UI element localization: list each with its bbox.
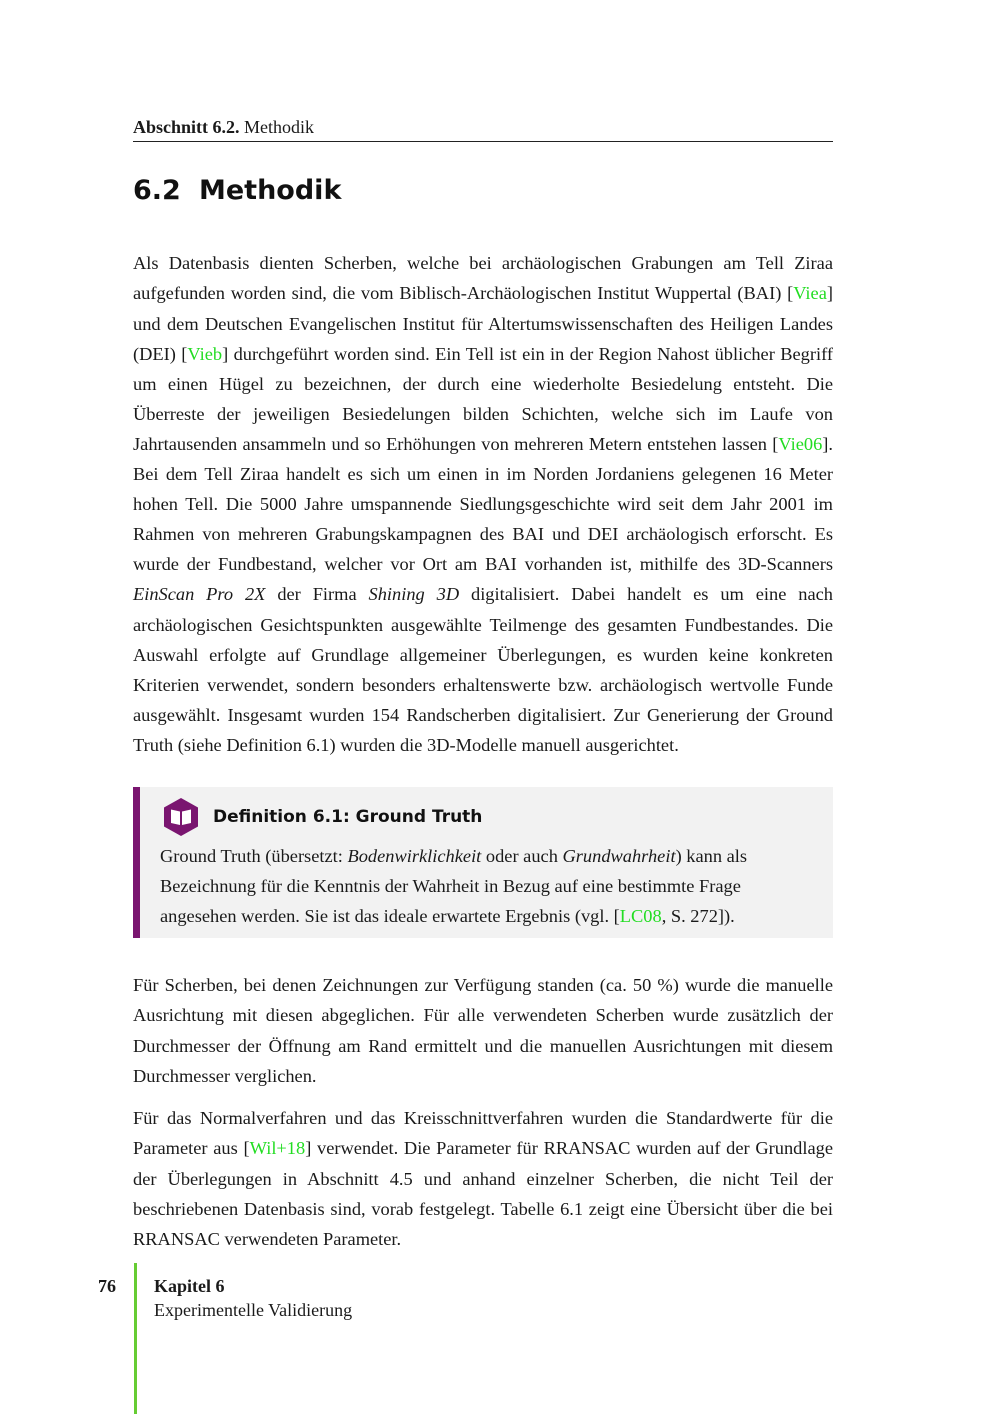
citation-link[interactable]: Vieb (187, 343, 223, 364)
emphasis-company: Shining 3D (368, 584, 460, 605)
definition-title: Definition 6.1: Ground Truth (213, 807, 483, 827)
citation-link[interactable]: LC08 (619, 906, 662, 926)
chapter-label: Kapitel 6 (154, 1276, 225, 1296)
citation-link[interactable]: Wil+18 (249, 1138, 306, 1159)
text-span: ]. Bei dem Tell Ziraa handelt es sich um einen in im Norden Jordaniens gelegenen 16 Meter hohen Tell. Die 5000 Jahre umspannende Siedlungsgeschichte wird seit dem Jahr 2001 im Rahmen von mehreren Grabungskampagnen des BAI und DEI archäologisch erforscht. Es wurde der Fundbestand, welcher vor Ort am BAI vorhanden ist, mithilfe des 3D-Scanners (133, 433, 833, 575)
definition-box (133, 787, 833, 938)
section-heading (133, 172, 341, 210)
paragraph-parameter (133, 1103, 833, 1253)
chapter-title: Experimentelle Validierung (154, 1300, 353, 1320)
emphasis-term: Grundwahrheit (562, 846, 676, 866)
footer-chapter (154, 1274, 352, 1322)
text-span: ] verwendet. Die Parameter für RRANSAC wurden auf der Grundlage der Überlegungen in Abschnitt 4.5 und anhand einzelner Scherben, die nicht Teil der beschriebenen Datenbasis sind, vorab festgelegt. Tabelle 6.1 zeigt eine Übersicht über die bei RRANSAC verwendeten Parameter. (133, 1138, 833, 1249)
text-span: der Firma (265, 584, 369, 605)
page-number: 76 (98, 1276, 116, 1296)
footer-rule (134, 1263, 137, 1414)
open-book-icon (160, 796, 202, 838)
text-span: ] und dem Deutschen Evangelischen Institut für Altertumswissenschaften des Heiligen Landes (DEI) [ (133, 283, 833, 364)
text-span: Für das Normalverfahren und das Kreisschnittverfahren wurden die Standardwerte für die Parameter aus [ (133, 1108, 833, 1159)
definition-body (160, 841, 810, 931)
text-span: digitalisiert. Dabei handelt es um eine nach archäologischen Gesichtspunkten ausgewählte Teilmenge des gesamten Fundbestandes. Die Auswahl erfolgte auf Grundlage allgemeiner Überlegungen, es wurden keine konkreten Kriterien verwendet, sondern besonders erhaltenswerte bzw. archäologisch wertvolle Funde ausgewählt. Insgesamt wurden 154 Randscherben digitalisiert. Zur Generierung der Ground Truth (siehe Definition 6.1) wurden die 3D-Modelle manuell ausgerichtet. (133, 584, 833, 755)
section-title: Methodik (199, 175, 342, 206)
emphasis-scanner: EinScan Pro 2X (133, 584, 266, 605)
citation-link[interactable]: Vie06 (778, 433, 823, 454)
text-span: , S. 272]). (661, 906, 735, 926)
text-span: oder auch (481, 846, 563, 866)
text-span: ) kann als Bezeichnung für die Kenntnis der Wahrheit in Bezug auf eine bestimmte Frage angesehen werden. Sie ist das ideale erwartete Ergebnis (vgl. [ (160, 846, 748, 926)
paragraph-datenbasis (133, 248, 833, 760)
text-span: Als Datenbasis dienten Scherben, welche bei archäologischen Grabungen am Tell Ziraa aufgefunden worden sind, die vom Biblisch-Archäologischen Institut Wuppertal (BAI) [ (133, 253, 833, 304)
paragraph-ausrichtung: Für Scherben, bei denen Zeichnungen zur Verfügung standen (ca. 50 %) wurde die manuelle Ausrichtung mit diesen abgeglichen. Für alle verwendeten Scherben wurde zusätzlich der Durchmesser der Öffnung am Rand ermittelt und die manuellen Ausrichtungen mit diesem Durchmesser verglichen. (133, 975, 833, 1086)
running-head (133, 115, 833, 142)
running-head-title: Methodik (244, 117, 315, 137)
emphasis-term: Bodenwirklichkeit (347, 846, 482, 866)
running-head-label: Abschnitt 6.2. (133, 117, 240, 137)
section-number: 6.2 (133, 175, 181, 206)
text-span: Ground Truth (übersetzt: (160, 846, 348, 866)
text-span: ] durchgeführt worden sind. Ein Tell ist ein in der Region Nahost üblicher Begriff um einen Hügel zu bezeichnen, der durch eine wiederholte Besiedelung entsteht. Die Überreste der jeweiligen Besiedelungen bilden Schichten, welche sich im Laufe von Jahrtausenden ansammeln und so Erhöhungen von mehreren Metern entstehen lassen [ (133, 343, 833, 454)
citation-link[interactable]: Viea (793, 283, 827, 304)
